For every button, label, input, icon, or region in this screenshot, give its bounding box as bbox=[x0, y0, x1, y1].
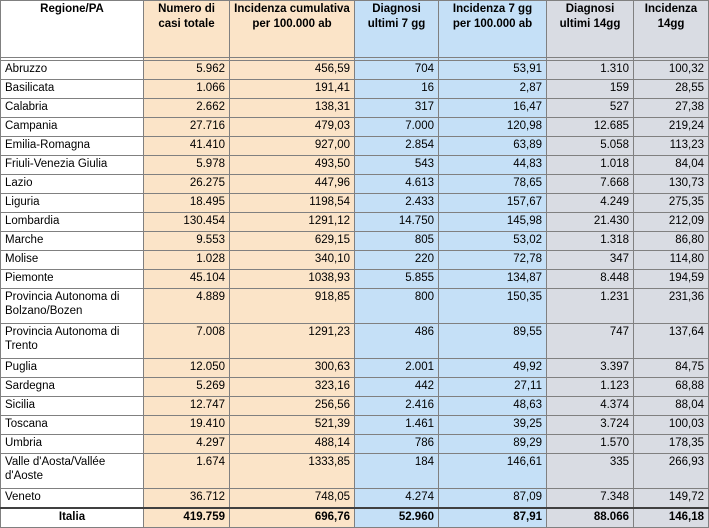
region-name-cell: Emilia-Romagna bbox=[1, 137, 144, 156]
value-cell: 138,31 bbox=[230, 99, 355, 118]
value-cell: 5.962 bbox=[144, 61, 230, 80]
value-cell: 2.416 bbox=[355, 397, 439, 416]
table-row bbox=[1, 80, 709, 99]
value-cell: 219,24 bbox=[634, 118, 709, 137]
region-name-cell: Provincia Autonoma di Bolzano/Bozen bbox=[1, 289, 144, 324]
value-cell: 629,15 bbox=[230, 232, 355, 251]
value-cell: 18.495 bbox=[144, 194, 230, 213]
value-cell: 521,39 bbox=[230, 416, 355, 435]
value-cell: 527 bbox=[547, 99, 634, 118]
value-cell: 747 bbox=[547, 324, 634, 359]
value-cell: 256,56 bbox=[230, 397, 355, 416]
value-cell: 120,98 bbox=[439, 118, 547, 137]
value-cell: 89,29 bbox=[439, 435, 547, 454]
value-cell: 5.058 bbox=[547, 137, 634, 156]
value-cell: 7.668 bbox=[547, 175, 634, 194]
value-cell: 800 bbox=[355, 289, 439, 324]
table-row bbox=[1, 397, 709, 416]
value-cell: 1.674 bbox=[144, 454, 230, 489]
value-cell: 4.374 bbox=[547, 397, 634, 416]
region-name-cell: Puglia bbox=[1, 359, 144, 378]
value-cell: 479,03 bbox=[230, 118, 355, 137]
region-name-cell: Friuli-Venezia Giulia bbox=[1, 156, 144, 175]
value-cell: 3.724 bbox=[547, 416, 634, 435]
value-cell: 212,09 bbox=[634, 213, 709, 232]
value-cell: 704 bbox=[355, 61, 439, 80]
value-cell: 88,04 bbox=[634, 397, 709, 416]
header-cell: Diagnosi ultimi 7 gg bbox=[355, 1, 439, 58]
value-cell: 48,63 bbox=[439, 397, 547, 416]
value-cell: 456,59 bbox=[230, 61, 355, 80]
value-cell: 184 bbox=[355, 454, 439, 489]
value-cell: 347 bbox=[547, 251, 634, 270]
value-cell: 1291,23 bbox=[230, 324, 355, 359]
total-value-cell: 88.066 bbox=[547, 508, 634, 528]
value-cell: 178,35 bbox=[634, 435, 709, 454]
value-cell: 5.855 bbox=[355, 270, 439, 289]
value-cell: 918,85 bbox=[230, 289, 355, 324]
value-cell: 53,91 bbox=[439, 61, 547, 80]
value-cell: 16 bbox=[355, 80, 439, 99]
value-cell: 1.310 bbox=[547, 61, 634, 80]
value-cell: 5.269 bbox=[144, 378, 230, 397]
value-cell: 7.000 bbox=[355, 118, 439, 137]
value-cell: 1.461 bbox=[355, 416, 439, 435]
value-cell: 44,83 bbox=[439, 156, 547, 175]
value-cell: 150,35 bbox=[439, 289, 547, 324]
value-cell: 130,73 bbox=[634, 175, 709, 194]
value-cell: 805 bbox=[355, 232, 439, 251]
region-name-cell: Provincia Autonoma di Trento bbox=[1, 324, 144, 359]
value-cell: 45.104 bbox=[144, 270, 230, 289]
table-row bbox=[1, 118, 709, 137]
total-value-cell: 419.759 bbox=[144, 508, 230, 528]
value-cell: 86,80 bbox=[634, 232, 709, 251]
region-name-cell: Lazio bbox=[1, 175, 144, 194]
region-name-cell: Sardegna bbox=[1, 378, 144, 397]
value-cell: 4.889 bbox=[144, 289, 230, 324]
header-cell: Regione/PA bbox=[1, 1, 144, 58]
table-row bbox=[1, 137, 709, 156]
value-cell: 14.750 bbox=[355, 213, 439, 232]
value-cell: 41.410 bbox=[144, 137, 230, 156]
value-cell: 27,11 bbox=[439, 378, 547, 397]
value-cell: 300,63 bbox=[230, 359, 355, 378]
value-cell: 159 bbox=[547, 80, 634, 99]
value-cell: 2,87 bbox=[439, 80, 547, 99]
value-cell: 1.066 bbox=[144, 80, 230, 99]
value-cell: 1038,93 bbox=[230, 270, 355, 289]
value-cell: 220 bbox=[355, 251, 439, 270]
value-cell: 84,04 bbox=[634, 156, 709, 175]
value-cell: 4.297 bbox=[144, 435, 230, 454]
value-cell: 1198,54 bbox=[230, 194, 355, 213]
value-cell: 323,16 bbox=[230, 378, 355, 397]
value-cell: 2.854 bbox=[355, 137, 439, 156]
value-cell: 488,14 bbox=[230, 435, 355, 454]
header-cell: Incidenza 14gg bbox=[634, 1, 709, 58]
total-value-cell: 696,76 bbox=[230, 508, 355, 528]
value-cell: 157,67 bbox=[439, 194, 547, 213]
value-cell: 3.397 bbox=[547, 359, 634, 378]
value-cell: 26.275 bbox=[144, 175, 230, 194]
value-cell: 231,36 bbox=[634, 289, 709, 324]
header-cell: Incidenza cumulativa per 100.000 ab bbox=[230, 1, 355, 58]
value-cell: 137,64 bbox=[634, 324, 709, 359]
value-cell: 72,78 bbox=[439, 251, 547, 270]
value-cell: 927,00 bbox=[230, 137, 355, 156]
value-cell: 27,38 bbox=[634, 99, 709, 118]
value-cell: 39,25 bbox=[439, 416, 547, 435]
value-cell: 7.008 bbox=[144, 324, 230, 359]
total-value-cell: 146,18 bbox=[634, 508, 709, 528]
header-cell: Numero di casi totale bbox=[144, 1, 230, 58]
value-cell: 486 bbox=[355, 324, 439, 359]
header-cell: Incidenza 7 gg per 100.000 ab bbox=[439, 1, 547, 58]
value-cell: 84,75 bbox=[634, 359, 709, 378]
value-cell: 4.613 bbox=[355, 175, 439, 194]
header-cell: Diagnosi ultimi 14gg bbox=[547, 1, 634, 58]
value-cell: 194,59 bbox=[634, 270, 709, 289]
total-value-cell: 87,91 bbox=[439, 508, 547, 528]
region-name-cell: Sicilia bbox=[1, 397, 144, 416]
value-cell: 134,87 bbox=[439, 270, 547, 289]
value-cell: 748,05 bbox=[230, 489, 355, 509]
value-cell: 1.231 bbox=[547, 289, 634, 324]
value-cell: 1.318 bbox=[547, 232, 634, 251]
value-cell: 340,10 bbox=[230, 251, 355, 270]
table-row bbox=[1, 359, 709, 378]
region-name-cell: Campania bbox=[1, 118, 144, 137]
value-cell: 114,80 bbox=[634, 251, 709, 270]
value-cell: 87,09 bbox=[439, 489, 547, 509]
value-cell: 12.050 bbox=[144, 359, 230, 378]
value-cell: 100,03 bbox=[634, 416, 709, 435]
value-cell: 335 bbox=[547, 454, 634, 489]
value-cell: 543 bbox=[355, 156, 439, 175]
value-cell: 4.274 bbox=[355, 489, 439, 509]
region-name-cell: Valle d'Aosta/Vallée d'Aoste bbox=[1, 454, 144, 489]
table-row bbox=[1, 156, 709, 175]
table-row bbox=[1, 416, 709, 435]
value-cell: 447,96 bbox=[230, 175, 355, 194]
value-cell: 16,47 bbox=[439, 99, 547, 118]
value-cell: 130.454 bbox=[144, 213, 230, 232]
table-row bbox=[1, 435, 709, 454]
value-cell: 2.662 bbox=[144, 99, 230, 118]
value-cell: 145,98 bbox=[439, 213, 547, 232]
value-cell: 27.716 bbox=[144, 118, 230, 137]
total-label-cell: Italia bbox=[1, 508, 144, 528]
value-cell: 4.249 bbox=[547, 194, 634, 213]
value-cell: 89,55 bbox=[439, 324, 547, 359]
region-name-cell: Calabria bbox=[1, 99, 144, 118]
table-row bbox=[1, 213, 709, 232]
value-cell: 68,88 bbox=[634, 378, 709, 397]
value-cell: 317 bbox=[355, 99, 439, 118]
value-cell: 1.570 bbox=[547, 435, 634, 454]
value-cell: 1.018 bbox=[547, 156, 634, 175]
value-cell: 100,32 bbox=[634, 61, 709, 80]
value-cell: 191,41 bbox=[230, 80, 355, 99]
value-cell: 2.433 bbox=[355, 194, 439, 213]
region-name-cell: Lombardia bbox=[1, 213, 144, 232]
value-cell: 9.553 bbox=[144, 232, 230, 251]
value-cell: 1.028 bbox=[144, 251, 230, 270]
region-name-cell: Piemonte bbox=[1, 270, 144, 289]
table-row bbox=[1, 194, 709, 213]
value-cell: 36.712 bbox=[144, 489, 230, 509]
value-cell: 5.978 bbox=[144, 156, 230, 175]
value-cell: 63,89 bbox=[439, 137, 547, 156]
table-row bbox=[1, 489, 709, 509]
value-cell: 113,23 bbox=[634, 137, 709, 156]
region-name-cell: Basilicata bbox=[1, 80, 144, 99]
table-body bbox=[1, 61, 709, 528]
value-cell: 8.448 bbox=[547, 270, 634, 289]
value-cell: 1333,85 bbox=[230, 454, 355, 489]
region-name-cell: Abruzzo bbox=[1, 61, 144, 80]
value-cell: 146,61 bbox=[439, 454, 547, 489]
value-cell: 786 bbox=[355, 435, 439, 454]
table-row bbox=[1, 232, 709, 251]
value-cell: 28,55 bbox=[634, 80, 709, 99]
region-name-cell: Veneto bbox=[1, 489, 144, 509]
header-row bbox=[1, 1, 709, 58]
table-row bbox=[1, 289, 709, 324]
region-name-cell: Marche bbox=[1, 232, 144, 251]
table-row bbox=[1, 270, 709, 289]
value-cell: 442 bbox=[355, 378, 439, 397]
total-row bbox=[1, 508, 709, 528]
value-cell: 266,93 bbox=[634, 454, 709, 489]
table-row bbox=[1, 378, 709, 397]
value-cell: 78,65 bbox=[439, 175, 547, 194]
value-cell: 21.430 bbox=[547, 213, 634, 232]
table-row bbox=[1, 324, 709, 359]
region-name-cell: Umbria bbox=[1, 435, 144, 454]
value-cell: 493,50 bbox=[230, 156, 355, 175]
value-cell: 12.685 bbox=[547, 118, 634, 137]
total-value-cell: 52.960 bbox=[355, 508, 439, 528]
table-row bbox=[1, 175, 709, 194]
value-cell: 49,92 bbox=[439, 359, 547, 378]
table-row bbox=[1, 251, 709, 270]
table-row bbox=[1, 99, 709, 118]
value-cell: 19.410 bbox=[144, 416, 230, 435]
value-cell: 275,35 bbox=[634, 194, 709, 213]
value-cell: 7.348 bbox=[547, 489, 634, 509]
value-cell: 1.123 bbox=[547, 378, 634, 397]
value-cell: 1291,12 bbox=[230, 213, 355, 232]
value-cell: 53,02 bbox=[439, 232, 547, 251]
table-row bbox=[1, 454, 709, 489]
region-name-cell: Toscana bbox=[1, 416, 144, 435]
region-name-cell: Liguria bbox=[1, 194, 144, 213]
value-cell: 149,72 bbox=[634, 489, 709, 509]
value-cell: 12.747 bbox=[144, 397, 230, 416]
region-name-cell: Molise bbox=[1, 251, 144, 270]
table-row bbox=[1, 61, 709, 80]
value-cell: 2.001 bbox=[355, 359, 439, 378]
